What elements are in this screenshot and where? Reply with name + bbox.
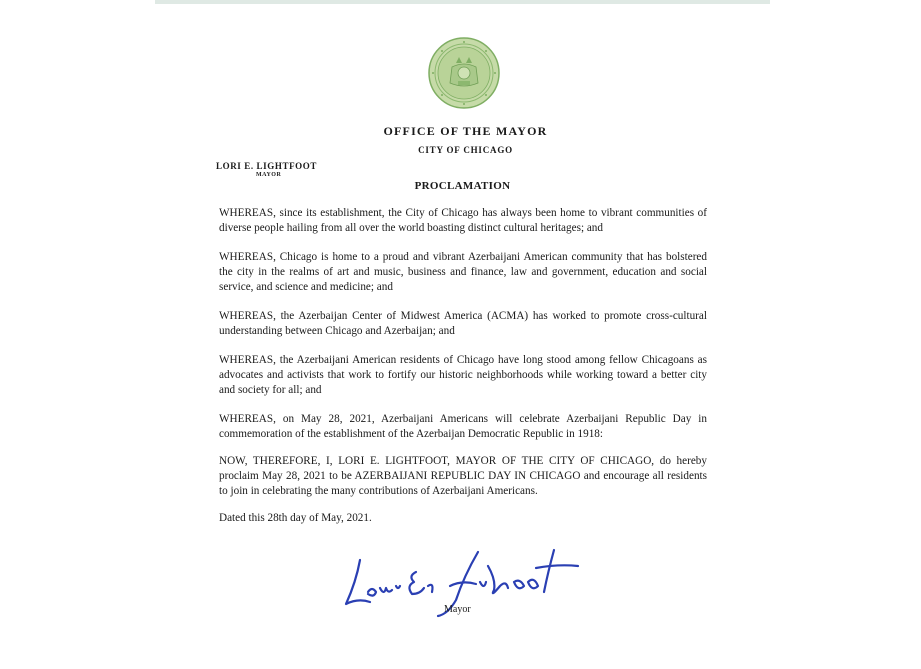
top-divider [155,0,770,4]
proclamation-body [219,206,707,526]
mayor-name: LORI E. LIGHTFOOT [216,161,317,171]
paragraph-whereas-3: WHEREAS, the Azerbaijan Center of Midwest America (ACMA) has worked to promote cross-cultural understanding between Chicago and Azerbaijan; and [219,310,707,337]
paragraph-whereas-5: WHEREAS, on May 28, 2021, Azerbaijani Americans will celebrate Azerbaijani Republic Day in commemoration of the establishment of the Azerbaijan Democratic Republic in 1918: [219,413,707,440]
dated-line: Dated this 28th day of May, 2021. [219,512,372,524]
paragraph-whereas-1: WHEREAS, since its establishment, the City of Chicago has always been home to vibrant communities of diverse people hailing from all over the world boasting distinct cultural heritages; and [219,207,707,234]
paragraph-whereas-2: WHEREAS, Chicago is home to a proud and vibrant Azerbaijani American community that has bolstered the city in the realms of art and music, business and finance, law and government, education and social service, and science and medicine; and [219,251,707,293]
office-heading: OFFICE OF THE MAYOR [383,124,548,138]
mayor-title: MAYOR [256,172,282,178]
city-heading: CITY OF CHICAGO [418,145,513,155]
paragraph-proclamation: NOW, THEREFORE, I, LORI E. LIGHTFOOT, MAYOR OF THE CITY OF CHICAGO, do hereby proclaim May 28, 2021 to be AZERBAIJANI REPUBLIC DAY IN CHICAGO and encourage all residents to join in celebrating the many contributions of Azerbaijani Americans. [219,455,707,497]
paragraph-whereas-4: WHEREAS, the Azerbaijani American residents of Chicago have long stood among fellow Chicagoans as advocates and activists that work to fortify our historic neighborhoods while working toward a better city and society for all; and [219,354,707,396]
city-seal-icon [428,37,500,109]
document-title: PROCLAMATION [414,180,511,192]
signature-title: Mayor [444,604,471,615]
